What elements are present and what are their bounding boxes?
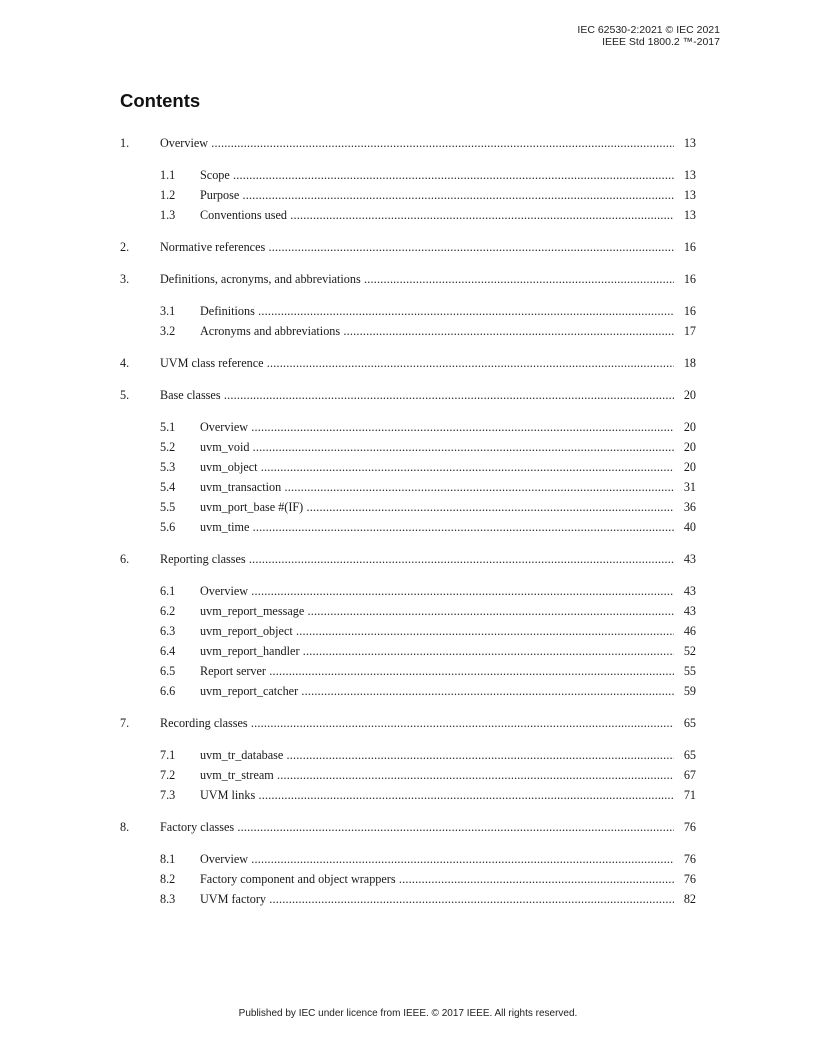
toc-entry-page: 36 xyxy=(683,500,696,514)
toc-entry-number: 8.3 xyxy=(160,892,176,906)
header-standard-ieee: IEEE Std 1800.2 ™-2017 xyxy=(602,36,720,48)
toc-entry-title: Overview ..... xyxy=(160,136,674,151)
toc-entry-title: Definitions, acronyms, and abbreviations ..... xyxy=(160,272,674,287)
toc-entry xyxy=(120,304,696,319)
toc-entry-title: UVM links ..... xyxy=(200,788,674,803)
toc-entry-number: 6.1 xyxy=(160,584,176,598)
toc-entry-number: 8. xyxy=(120,820,130,834)
toc-entry xyxy=(120,748,696,763)
toc-entry-page: 67 xyxy=(683,768,696,782)
toc-entry-title: Factory component and object wrappers ..... xyxy=(200,872,674,887)
toc-entry-page: 76 xyxy=(683,852,696,866)
toc-entry-page: 65 xyxy=(683,748,696,762)
toc-entry-page: 16 xyxy=(683,304,696,318)
toc-entry-page: 20 xyxy=(683,440,696,454)
toc-entry-number: 1.1 xyxy=(160,168,176,182)
toc-entry-page: 82 xyxy=(683,892,696,906)
toc-entry xyxy=(120,272,696,287)
toc-entry-page: 17 xyxy=(683,324,696,338)
toc-entry xyxy=(120,716,696,731)
toc-entry-page: 43 xyxy=(683,584,696,598)
toc-entry xyxy=(120,460,696,475)
toc-entry-title: Base classes ..... xyxy=(160,388,674,403)
toc-entry-number: 6.4 xyxy=(160,644,176,658)
toc-entry-number: 5. xyxy=(120,388,130,402)
toc-entry-page: 65 xyxy=(683,716,696,730)
toc-entry-number: 6. xyxy=(120,552,130,566)
toc-entry-page: 13 xyxy=(683,168,696,182)
toc-entry-page: 71 xyxy=(683,788,696,802)
toc-entry-title: uvm_report_object ..... xyxy=(200,624,674,639)
toc-entry-number: 1.2 xyxy=(160,188,176,202)
toc-entry-number: 4. xyxy=(120,356,130,370)
toc-entry-number: 5.4 xyxy=(160,480,176,494)
toc-entry xyxy=(120,552,696,567)
toc-entry-number: 7.3 xyxy=(160,788,176,802)
toc-entry-number: 6.2 xyxy=(160,604,176,618)
toc-entry-title: Overview ..... xyxy=(200,420,674,435)
page-title: Contents xyxy=(120,90,201,111)
toc-entry-page: 76 xyxy=(683,872,696,886)
toc-entry xyxy=(120,892,696,907)
toc-entry xyxy=(120,188,696,203)
toc-entry-page: 40 xyxy=(683,520,696,534)
toc-entry-title: uvm_report_message ..... xyxy=(200,604,674,619)
toc-entry-page: 31 xyxy=(683,480,696,494)
toc-entry-title: uvm_tr_stream ..... xyxy=(200,768,674,783)
toc-entry-page: 55 xyxy=(683,664,696,678)
toc-entry-number: 1.3 xyxy=(160,208,176,222)
toc-entry-page: 43 xyxy=(683,552,696,566)
toc-entry-page: 18 xyxy=(683,356,696,370)
toc-entry-number: 7.2 xyxy=(160,768,176,782)
toc-entry xyxy=(120,520,696,535)
toc-entry xyxy=(120,480,696,495)
toc-entry xyxy=(120,584,696,599)
toc-entry-number: 5.3 xyxy=(160,460,176,474)
toc-entry-number: 8.1 xyxy=(160,852,176,866)
toc-entry-page: 46 xyxy=(683,624,696,638)
toc-entry-page: 20 xyxy=(683,460,696,474)
toc-entry-page: 13 xyxy=(683,136,696,150)
toc-entry-title: uvm_tr_database ..... xyxy=(200,748,674,763)
toc-entry-number: 7.1 xyxy=(160,748,176,762)
toc-entry xyxy=(120,136,696,151)
toc-entry-title: Reporting classes ..... xyxy=(160,552,674,567)
toc-entry-title: uvm_report_handler ..... xyxy=(200,644,674,659)
toc-entry xyxy=(120,356,696,371)
toc-entry xyxy=(120,820,696,835)
toc-entry-title: Purpose ..... xyxy=(200,188,674,203)
toc-entry-title: uvm_void ..... xyxy=(200,440,674,455)
toc-entry-number: 8.2 xyxy=(160,872,176,886)
toc-entry-page: 43 xyxy=(683,604,696,618)
toc-entry-page: 20 xyxy=(683,388,696,402)
toc-entry-page: 59 xyxy=(683,684,696,698)
toc-entry-number: 6.6 xyxy=(160,684,176,698)
toc-entry-title: Recording classes ..... xyxy=(160,716,674,731)
toc-entry-title: Factory classes ..... xyxy=(160,820,674,835)
toc-entry-number: 5.2 xyxy=(160,440,176,454)
toc-entry-page: 16 xyxy=(683,272,696,286)
toc-entry xyxy=(120,208,696,223)
toc-entry-title: Report server ..... xyxy=(200,664,674,679)
toc-entry-page: 16 xyxy=(683,240,696,254)
toc-entry-number: 5.1 xyxy=(160,420,176,434)
toc-entry-number: 5.5 xyxy=(160,500,176,514)
header-standard-iec: IEC 62530-2:2021 © IEC 2021 xyxy=(577,24,720,36)
toc-entry xyxy=(120,768,696,783)
toc-entry-number: 3. xyxy=(120,272,130,286)
toc-entry-page: 20 xyxy=(683,420,696,434)
toc-entry xyxy=(120,440,696,455)
toc-entry-title: Acronyms and abbreviations ..... xyxy=(200,324,674,339)
toc-entry xyxy=(120,240,696,255)
toc-entry xyxy=(120,872,696,887)
toc-entry-title: Scope ..... xyxy=(200,168,674,183)
page-footer: Published by IEC under licence from IEEE. © 2017 IEEE. All rights reserved. xyxy=(238,1008,578,1019)
toc-entry-title: uvm_port_base #(IF) ..... xyxy=(200,500,674,515)
toc-entry xyxy=(120,852,696,867)
toc-entry xyxy=(120,788,696,803)
toc-entry-page: 76 xyxy=(683,820,696,834)
toc-entry-number: 6.3 xyxy=(160,624,176,638)
toc-entry-number: 3.1 xyxy=(160,304,176,318)
toc-entry-title: Overview ..... xyxy=(200,852,674,867)
toc-entry xyxy=(120,684,696,699)
toc-entry-title: uvm_object ..... xyxy=(200,460,674,475)
toc-entry-title: Conventions used ..... xyxy=(200,208,674,223)
toc-entry-title: Normative references ..... xyxy=(160,240,674,255)
toc-entry-title: uvm_time ..... xyxy=(200,520,674,535)
toc-entry-number: 3.2 xyxy=(160,324,176,338)
toc-entry-number: 2. xyxy=(120,240,130,254)
toc-entry xyxy=(120,420,696,435)
toc-entry-number: 7. xyxy=(120,716,130,730)
toc-entry xyxy=(120,324,696,339)
toc-entry-title: uvm_transaction ..... xyxy=(200,480,674,495)
toc-entry xyxy=(120,604,696,619)
toc-entry xyxy=(120,644,696,659)
toc-entry-title: Overview ..... xyxy=(200,584,674,599)
toc-entry-title: Definitions ..... xyxy=(200,304,674,319)
toc-entry xyxy=(120,624,696,639)
toc-entry-title: UVM class reference ..... xyxy=(160,356,674,371)
toc-entry-title: UVM factory ..... xyxy=(200,892,674,907)
toc-entry xyxy=(120,500,696,515)
toc-entry-number: 6.5 xyxy=(160,664,176,678)
toc-entry xyxy=(120,388,696,403)
toc-entry-title: uvm_report_catcher ..... xyxy=(200,684,674,699)
toc-entry xyxy=(120,168,696,183)
toc-entry-page: 52 xyxy=(683,644,696,658)
toc-entry-number: 5.6 xyxy=(160,520,176,534)
toc-entry-page: 13 xyxy=(683,208,696,222)
toc-entry xyxy=(120,664,696,679)
page-header xyxy=(577,24,720,48)
toc-entry-page: 13 xyxy=(683,188,696,202)
toc-entry-number: 1. xyxy=(120,136,130,150)
